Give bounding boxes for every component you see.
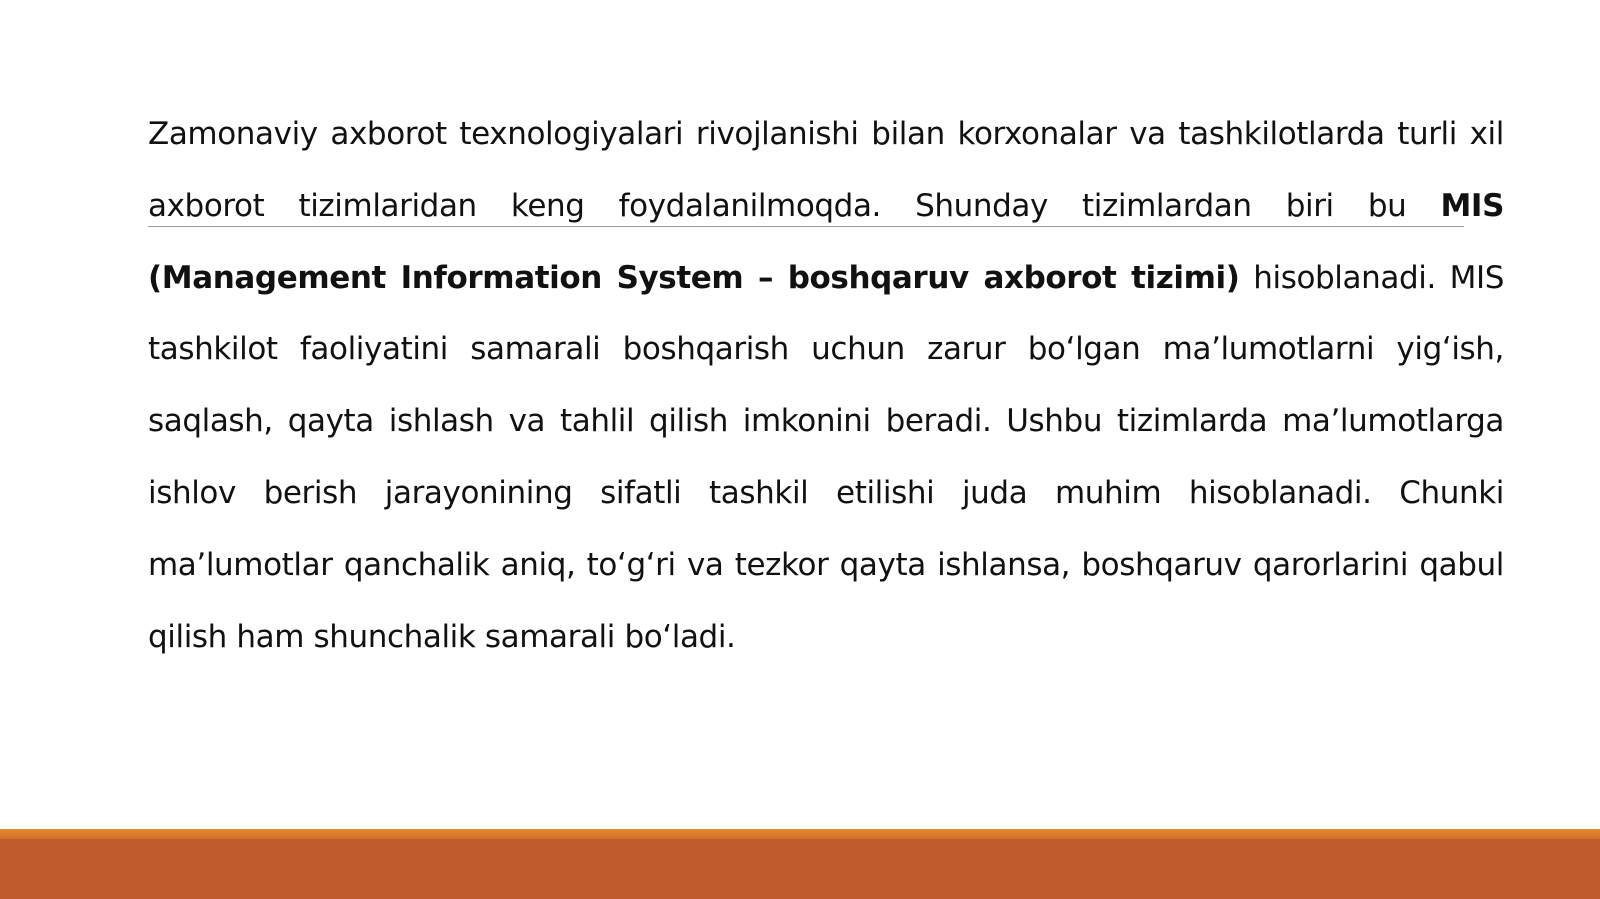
text-underline-divider — [148, 226, 1464, 227]
paragraph-text-intro: Zamonaviy axborot texnologiyalari rivojlanishi bilan korxonalar va tashkilotlarda turli xil axborot tizimlaridan keng foydalanilmoqda. Shunday tizimlardan biri bu — [148, 116, 1504, 224]
paragraph-text-rest: hisoblanadi. MIS tashkilot faoliyatini samarali boshqarish uchun zarur bo‘lgan ma’lumotlarni yig‘ish, saqlash, qayta ishlash va tahlil qilish imkonini beradi. Ushbu tizimlarda ma’lumotlarga ishlov berish jarayonining sifatli tashkil etilishi juda muhim hisoblanadi. Chunki ma’lumotlar qanchalik aniq, to‘g‘ri va tezkor qayta ishlansa, boshqaruv qarorlarini qabul qilish ham shunchalik samarali bo‘ladi. — [148, 259, 1504, 655]
footer-accent-stripe — [0, 829, 1600, 839]
footer-bar — [0, 839, 1600, 899]
body-paragraph — [148, 99, 1504, 673]
paragraph-bold-term: MIS (Management Information System – boshqaruv axborot tizimi) — [148, 187, 1504, 296]
